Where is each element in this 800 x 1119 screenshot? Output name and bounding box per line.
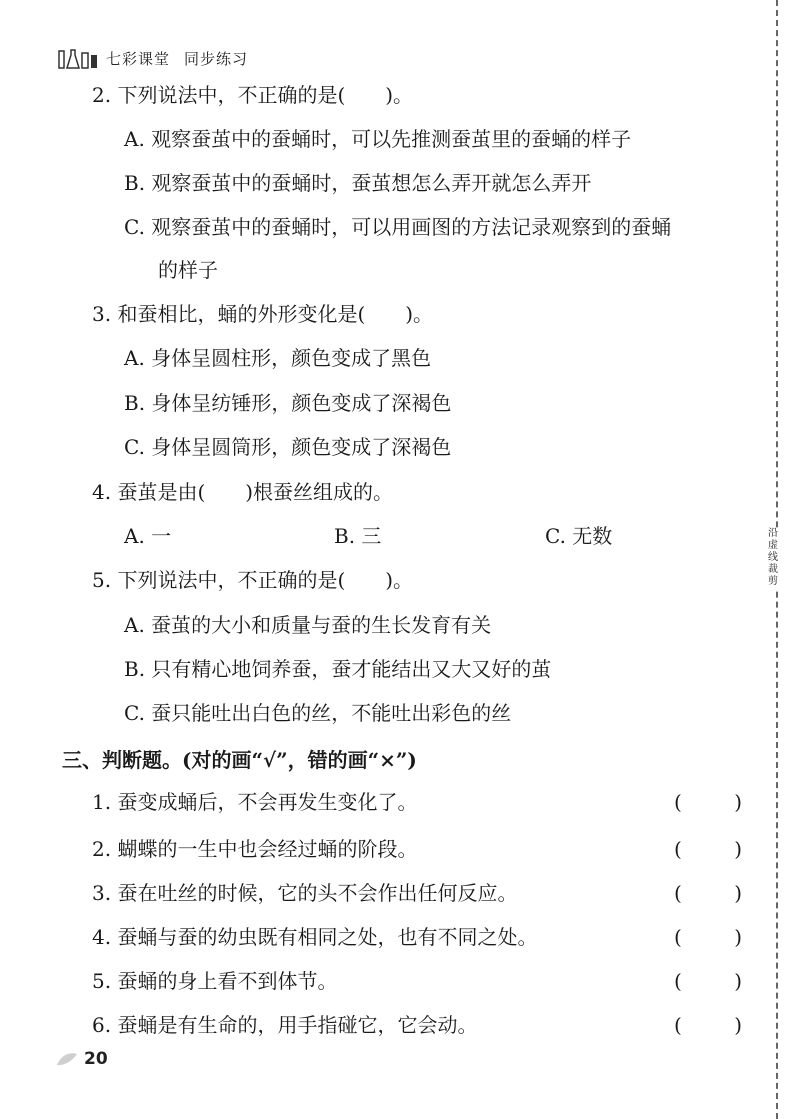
question-3-stem: 3. 和蚕相比，蛹的外形变化是( )。 [92,302,434,326]
judgment-item-5: 5. 蚕蛹的身上看不到体节。 [92,969,338,993]
question-4-stem: 4. 蚕茧是由( )根蚕丝组成的。 [92,480,394,504]
judgment-item-3: 3. 蚕在吐丝的时候，它的头不会作出任何反应。 [92,881,518,905]
page-number-area [56,1049,108,1069]
question-4-option-c: C. 无数 [545,524,613,548]
question-5-option-a: A. 蚕茧的大小和质量与蚕的生长发育有关 [124,613,492,637]
section-3-title: 三、判断题。(对的画“√”，错的画“×”) [62,748,417,772]
question-3-option-b: B. 身体呈纺锤形，颜色变成了深褐色 [124,391,452,415]
question-4-option-a: A. 一 [124,524,172,548]
answer-parentheses-4: ( ) [674,925,742,949]
answer-parentheses-6: ( ) [674,1013,742,1037]
question-2-option-c-continued: 的样子 [158,258,218,282]
question-3-option-a: A. 身体呈圆柱形，颜色变成了黑色 [124,346,432,370]
answer-parentheses-3: ( ) [674,881,742,905]
question-2-option-c: C. 观察蚕茧中的蚕蛹时，可以用画图的方法记录观察到的蚕蛹 [124,215,672,239]
page-number: 20 [84,1049,108,1069]
answer-parentheses-2: ( ) [674,837,742,861]
question-4-option-b: B. 三 [334,524,382,548]
question-2-option-b: B. 观察蚕茧中的蚕蛹时，蚕茧想怎么弄开就怎么弄开 [124,171,592,195]
judgment-item-1: 1. 蚕变成蛹后，不会再发生变化了。 [92,790,418,814]
question-3-option-c: C. 身体呈圆筒形，颜色变成了深褐色 [124,435,452,459]
judgment-item-2: 2. 蝴蝶的一生中也会经过蛹的阶段。 [92,837,418,861]
answer-parentheses-1: ( ) [674,790,742,814]
judgment-item-4: 4. 蚕蛹与蚕的幼虫既有相同之处，也有不同之处。 [92,925,538,949]
question-5-stem: 5. 下列说法中，不正确的是( )。 [92,568,414,592]
question-5-option-c: C. 蚕只能吐出白色的丝，不能吐出彩色的丝 [124,701,512,725]
question-2-stem: 2. 下列说法中，不正确的是( )。 [92,83,414,107]
question-5-option-b: B. 只有精心地饲养蚕，蚕才能结出又大又好的茧 [124,657,552,681]
book-subtitle: 同步练习 [184,49,249,68]
page-header [58,44,248,72]
cut-label: 沿虚线裁剪 [764,528,782,588]
leaf-decoration-icon [56,1051,78,1067]
answer-parentheses-5: ( ) [674,969,742,993]
question-2-option-a: A. 观察蚕茧中的蚕蛹时，可以先推测蚕茧里的蚕蛹的样子 [124,127,632,151]
book-title: 七彩课堂 [106,49,171,68]
lab-flask-logo-icon [58,47,98,69]
judgment-item-6: 6. 蚕蛹是有生命的，用手指碰它，它会动。 [92,1013,478,1037]
